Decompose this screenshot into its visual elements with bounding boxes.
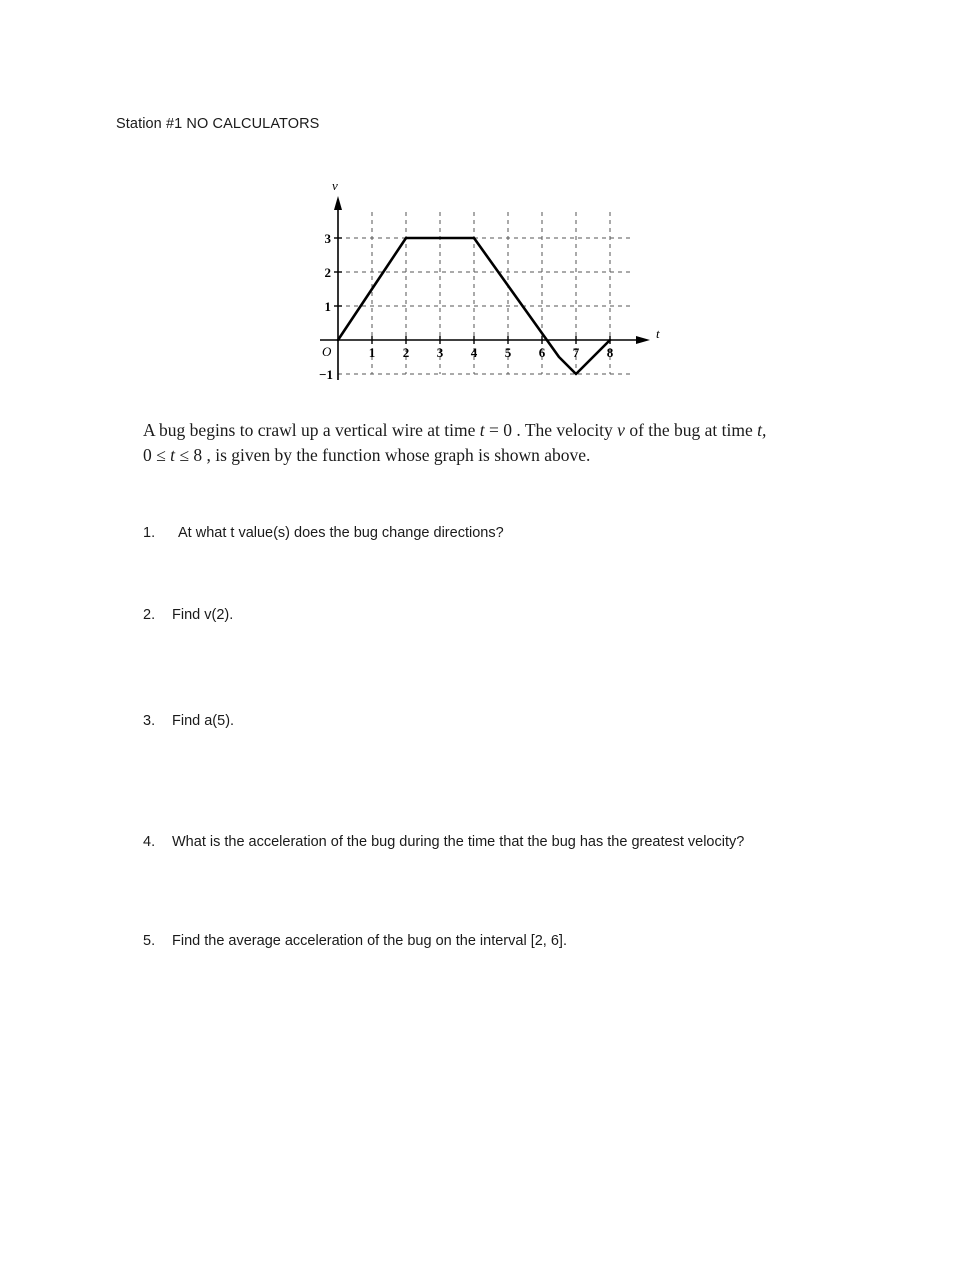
x-axis-arrow: [636, 336, 650, 344]
svg-text:1: 1: [324, 299, 331, 314]
question-number: 2.: [143, 607, 156, 623]
question-item: [143, 932, 943, 951]
question-text: At what t value(s) does the bug change directions?: [178, 525, 504, 541]
origin-label: O: [322, 344, 332, 359]
svg-text:−1: −1: [319, 367, 333, 382]
question-text: Find a(5).: [172, 713, 235, 729]
var-t: t: [479, 420, 485, 440]
question-text: Find the average acceleration of the bug on the interval [2, 6].: [172, 933, 567, 949]
svg-text:5: 5: [504, 345, 512, 360]
var-t2: t,: [757, 420, 767, 440]
svg-text:3: 3: [436, 345, 444, 360]
question-text: What is the acceleration of the bug during the time that the bug has the greatest velocity?: [172, 834, 745, 850]
statement-line-2: 0 ≤ t ≤ 8 , is given by the function whose graph is shown above.: [143, 445, 591, 466]
question-number: 1.: [143, 525, 156, 541]
velocity-graph: [300, 168, 680, 388]
var-t3: t: [170, 445, 175, 466]
svg-text:6: 6: [538, 345, 546, 360]
svg-text:2: 2: [402, 345, 410, 360]
svg-text:8: 8: [606, 345, 614, 360]
svg-text:4: 4: [470, 345, 478, 360]
velocity-graph-svg: [300, 168, 680, 388]
question-number: 5.: [143, 933, 156, 949]
question-text: Find v(2).: [172, 607, 234, 623]
question-number: 3.: [143, 713, 156, 729]
var-v: v: [617, 420, 625, 440]
page-title: Station #1 NO CALCULATORS: [116, 116, 320, 132]
svg-text:1: 1: [368, 345, 376, 360]
svg-text:7: 7: [572, 345, 580, 360]
statement-line-1: A bug begins to crawl up a vertical wire at time t = 0 . The velocity v of the bug at time t,: [143, 420, 767, 440]
question-item: [143, 833, 943, 852]
y-axis-label: v: [332, 178, 338, 193]
svg-text:2: 2: [324, 265, 331, 280]
question-number: 4.: [143, 834, 156, 850]
question-item: [143, 606, 903, 625]
question-item: [143, 524, 903, 543]
question-item: [143, 712, 903, 731]
x-tick-labels: [369, 345, 614, 360]
grid-horizontal: [338, 238, 630, 374]
problem-statement: [143, 418, 863, 469]
y-axis-arrow: [334, 196, 342, 210]
x-axis-label: t: [656, 326, 660, 341]
y-tick-labels: [319, 231, 333, 382]
svg-text:3: 3: [324, 231, 331, 246]
